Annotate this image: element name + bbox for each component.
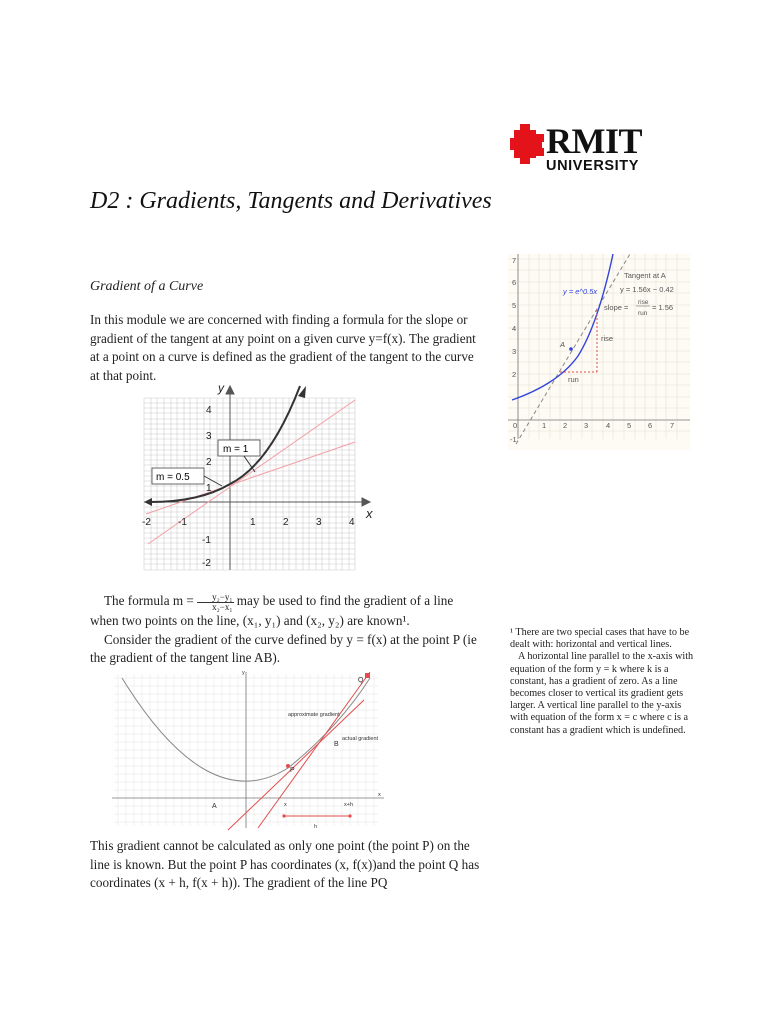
fig1-xtick-3: 3	[316, 517, 322, 528]
fig2-tangent-title: Tangent at A	[624, 271, 666, 280]
fraction-denominator: x₂−x₁	[212, 602, 233, 612]
formula-paragraph	[90, 592, 485, 668]
fig2-ytick-6: 6	[512, 278, 517, 287]
gradient-fraction	[197, 593, 233, 612]
footnote-first: ¹ There are two special cases that have to be dealt with: horizontal and vertical lines.	[510, 627, 690, 651]
formula-text-a: The formula m =	[104, 593, 194, 608]
fig3-label-p: P	[290, 767, 295, 774]
fig3-approx-label: approximate gradient	[288, 712, 340, 718]
fraction-numerator: y₂−y₁	[197, 593, 233, 603]
fig2-slope-value: = 1.56	[652, 303, 674, 312]
section-heading: Gradient of a Curve	[90, 279, 204, 294]
fig3-actual-label: actual gradient	[342, 736, 379, 742]
fig3-xh-label: x+h	[344, 802, 354, 808]
logo-subtitle: UNIVERSITY	[546, 158, 640, 174]
fig2-point-a: A	[560, 340, 566, 349]
fig1-ytick-neg2: -2	[202, 558, 211, 569]
fig1-ytick-2: 2	[206, 457, 212, 468]
fig1-ytick-neg1: -1	[202, 535, 211, 546]
fig3-label-b: B	[334, 741, 339, 748]
fig2-slope-prefix: slope =	[604, 303, 629, 312]
fig2-rise-label: rise	[601, 334, 614, 343]
figure-secant-parabola	[108, 668, 390, 834]
fig2-ytick-3: 3	[512, 347, 517, 356]
fig3-y-axis-label: y	[242, 670, 245, 676]
fig1-xtick-neg1: -1	[178, 517, 187, 528]
fig2-ytick-4: 4	[512, 324, 517, 333]
fig1-x-label: x	[366, 506, 373, 521]
fig2-ytick-2: 2	[512, 370, 517, 379]
page-title: D2 : Gradients, Tangents and Derivatives	[90, 188, 492, 214]
fig1-xtick-4: 4	[349, 517, 355, 528]
fig1-label-m05: m = 0.5	[156, 472, 190, 483]
fig2-ytick-5: 5	[512, 301, 517, 310]
fig1-xtick-2: 2	[283, 517, 289, 528]
fig3-h-label: h	[314, 824, 318, 830]
fig1-ytick-1: 1	[206, 483, 212, 494]
fig3-x-label: x	[284, 802, 287, 808]
footnote-second: A horizontal line parallel to the x-axis with equation of the form y = k where k is a constant, has a gradient of zero. As a line becomes closer to vertical its gradient gets larger. A vertical line parallel to the y-axis with equation of the form x = c where c is a constant has a gradient which is undefined.	[510, 651, 694, 736]
fig2-xtick-7: 7	[670, 421, 675, 430]
fig2-run-label: run	[568, 375, 579, 384]
consider-text: Consider the gradient of the curve defined by y = f(x) at the point P (ie the gradient of the tangent line AB).	[90, 631, 477, 665]
fig2-xtick-0: 0	[513, 421, 518, 430]
fig2-xtick-4: 4	[606, 421, 611, 430]
margin-footnote	[510, 627, 696, 737]
secant-paragraph: This gradient cannot be calculated as only one point (the point P) on the line is known. But the point P has coordinates (x, f(x))and the point Q has coordinates (x + h, f(x + h)). The gradient of the line PQ	[90, 838, 480, 890]
fig2-ytick-7: 7	[512, 256, 517, 265]
fig2-xtick-3: 3	[584, 421, 589, 430]
fig1-label-m1: m = 1	[223, 444, 249, 455]
intro-paragraph: In this module we are concerned with finding a formula for the slope or gradient of the tangent at any point on a given curve y=f(x). The gradient at a point on a curve is defined as the gradient of the tangent to the curve at that point.	[90, 312, 476, 383]
fig1-ytick-4: 4	[206, 405, 212, 416]
fig2-tangent-eq: y = 1.56x − 0.42	[620, 285, 674, 294]
fig1-xtick-neg2: -2	[142, 517, 151, 528]
fig2-xtick-2: 2	[563, 421, 568, 430]
figure-exponential-tangent	[508, 254, 690, 450]
fig2-xtick-5: 5	[627, 421, 632, 430]
fig1-y-label: y	[218, 384, 224, 395]
fig2-slope-num: rise	[638, 299, 649, 306]
fig3-label-a: A	[212, 803, 217, 810]
figure-curve-tangents	[140, 384, 380, 580]
fig2-curve-label: y = e^0.5x	[563, 287, 598, 296]
fig2-slope-den: run	[638, 310, 648, 317]
formula-text-b: may be used to find the gradient of a line when two points on the line, (x₁, y₁) and (x₂, y₂) are known¹.	[90, 593, 454, 628]
rmit-logo-pixel-mark	[510, 124, 546, 164]
fig2-xtick-neg1: -1	[510, 435, 517, 444]
fig1-xtick-1: 1	[250, 517, 256, 528]
fig3-label-q: Q	[358, 677, 364, 684]
fig1-ytick-3: 3	[206, 431, 212, 442]
fig2-xtick-1: 1	[542, 421, 547, 430]
fig3-x-axis-label: x	[378, 792, 381, 798]
fig2-xtick-6: 6	[648, 421, 653, 430]
logo-wordmark: RMIT	[546, 121, 642, 161]
